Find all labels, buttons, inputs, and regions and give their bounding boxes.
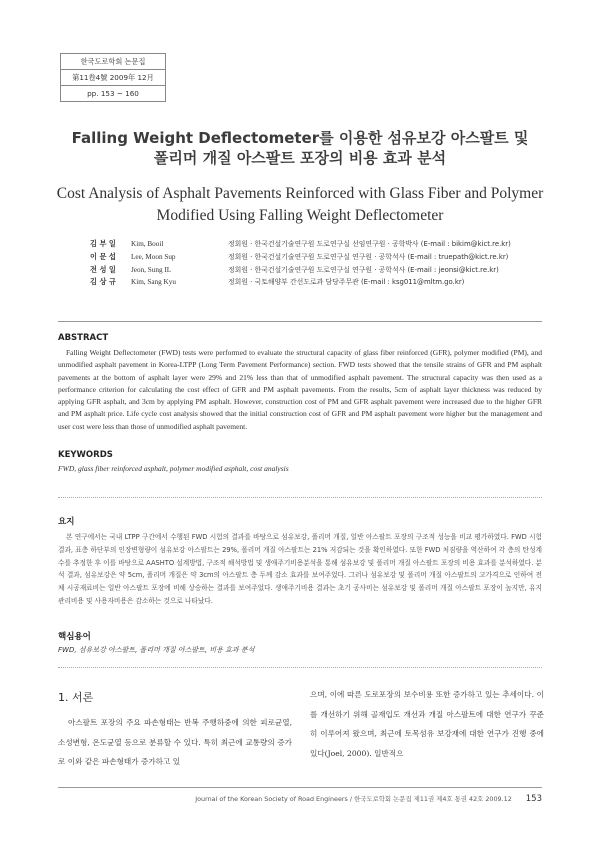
keywords-heading: KEYWORDS — [58, 450, 113, 460]
divider — [58, 321, 542, 322]
author-name-ko: 이 문 섭 — [90, 251, 116, 261]
footer-divider — [58, 787, 542, 788]
author-name-en: Kim, Sang Kyu — [131, 278, 176, 287]
keywords-ko-heading: 핵심용어 — [58, 632, 91, 642]
author-affiliation: 정회원 · 국토해양부 간선도로과 담당주무관 (E-mail : ksg011@mltm.go.kr) — [228, 278, 465, 287]
author-affiliation: 정회원 · 한국건설기술연구원 도로연구실 연구원 · 공학석사 (E-mail : jeonsi@kict.re.kr) — [228, 265, 499, 274]
journal-name: 한국도로학회 논문집 — [80, 57, 146, 66]
divider — [58, 667, 542, 668]
footer-journal: Journal of the Korean Society of Road Engineers / 한국도로학회 논문집 제11권 제4호 통권 42호 2009.12 — [195, 795, 512, 803]
author-name-en: Kim, Booil — [131, 240, 164, 248]
yoji-heading: 요지 — [58, 517, 75, 527]
author-name-en: Jeon, Sung IL — [131, 265, 172, 274]
author-row — [90, 251, 570, 264]
author-name-ko: 김 상 규 — [90, 277, 116, 287]
page-number: 153 — [525, 794, 542, 804]
title-korean-line: 폴리머 개질 아스팔트 포장의 비용 효과 분석 — [153, 149, 447, 167]
keywords-ko-body: FWD, 섬유보강 아스팔트, 폴리머 개질 아스팔트, 비용 효과 분석 — [58, 646, 255, 654]
title-korean — [40, 128, 560, 168]
author-name-ko: 전 성 일 — [90, 264, 116, 274]
author-affiliation: 정회원 · 한국건설기술연구원 도로연구실 선임연구원 · 공학박사 (E-mail : bikim@kict.re.kr) — [228, 240, 511, 248]
intro-left-column: 아스팔트 포장의 주요 파손형태는 반복 주행하중에 의한 피로균열, 소성변형, 온도균열 등으로 분류할 수 있다. 특히 최근에 교통량의 증가로 이와 같은 파손형태가 증가하고 있 — [58, 718, 292, 766]
author-row — [90, 238, 570, 251]
author-name-ko: 김 부 일 — [90, 239, 116, 248]
author-list — [90, 238, 570, 289]
author-affiliation: 정회원 · 한국건설기술연구원 도로연구실 연구원 · 공학석사 (E-mail : truepath@kict.re.kr) — [228, 252, 509, 261]
yoji-body: 본 연구에서는 국내 LTPP 구간에서 수행된 FWD 시험의 결과를 바탕으로 섬유보강, 폴리머 개질, 일반 아스팔트 포장의 구조적 성능을 비교 평가하였다. FWD 시험 결과, 표층 하단부의 인장변형량이 섬유보강 아스팔트는 29%, 폴리머 개질 아스팔트는 21% 저감되는 것을 확인하였다. 또한 FWD 처짐량을 역산하여 각 층의 탄성계수를 추정한 후 이를 바탕으로 AASHTO 설계방법, 구조적 해석방법 및 생애주기비용분석을 통해 섬유보강 및 폴리머 개질 아스팔트 포장의 비용 효과를 분석하였다. 분석 결과, 섬유보강은 약 5cm, 폴리머 개질은 약 3cm의 아스팔트 층 두께 감소 효과를 보여주었다. 그러나 섬유보강 및 폴리머 개질 아스팔트의 고가격으로 인하여 전체 시공재료비는 일반 아스팔트 포장에 비해 상승하는 결과를 보여주었다. 생애주기비용 결과는 초기 공사비는 섬유보강 및 폴리머 개질 아스팔트 포장이 높지만, 유지관리비용 및 사용자비용은 감소하는 것으로 나타났다. — [58, 533, 542, 605]
title-english-line: Modified Using Falling Weight Deflectometer — [156, 207, 444, 224]
title-korean-line: Falling Weight Deflectometer를 이용한 섬유보강 아스팔트 및 — [71, 129, 529, 147]
abstract-heading: ABSTRACT — [58, 333, 109, 343]
journal-issue: 第11卷4號 2009年 12月 — [61, 69, 165, 85]
title-english-line: Cost Analysis of Asphalt Pavements Reinforced with Glass Fiber and Polymer — [56, 185, 544, 202]
author-row — [90, 276, 570, 289]
intro-heading: 1. 서론 — [58, 691, 94, 704]
journal-pages: pp. 153 ~ 160 — [61, 85, 165, 101]
keywords-body: FWD, glass fiber reinforced asphalt, polymer modified asphalt, cost analysis — [58, 464, 289, 473]
author-name-en: Lee, Moon Sup — [131, 252, 176, 261]
divider — [58, 497, 542, 498]
journal-info-box — [60, 53, 166, 102]
abstract-body: Falling Weight Deflectometer (FWD) tests were performed to evaluate the structural capacity of glass fiber reinforced (GFR), polymer modified (PM), and unmodified asphalt pavement in Korea-LTPP (Long Term Pavement Performance) section. FWD tests showed that the tensile strains of GFR and PM asphalt pavements at the bottom of asphalt layer were 29% and 21% less than that of unmodified asphalt pavement. The structural capacity was then used as a performance criterion for calculating the cost effect of GFR and PM asphalt pavements. From the results, 5cm of asphalt layer thickness was reduced by applying GFR asphalt, and 3cm by applying PM asphalt. However, construction cost of PM and GFR asphalt pavement were increased due to the higher GFR and PM asphalt price. Life cycle cost analysis showed that the initial construction cost of GFR and PM asphalt pavement were higher but the management and user cost were less than those of unmodified asphalt pavement. — [58, 348, 542, 431]
title-english — [40, 183, 560, 227]
intro-right-column: 으며, 이에 따른 도로포장의 보수비용 또한 증가하고 있는 추세이다. 이를 개선하기 위해 골재입도 개선과 개질 아스팔트에 대한 연구가 꾸준히 이루어져 왔으며, 최근에 토목섬유 보강재에 대한 연구가 진행 중에 있다(Joel, 2000). 일반적으 — [310, 690, 544, 758]
page-footer — [58, 794, 542, 804]
author-row — [90, 264, 570, 277]
